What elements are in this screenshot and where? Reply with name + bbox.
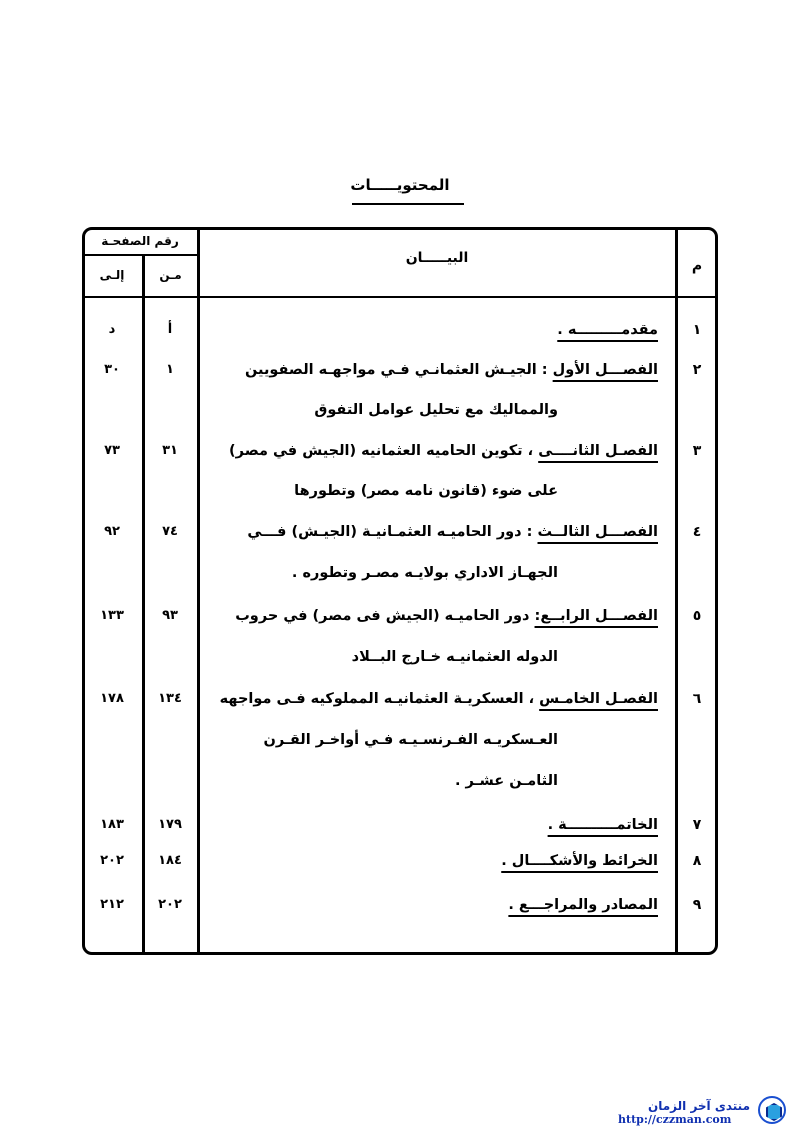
entry-continuation: على ضوء (قانون نامه مصر) وتطورها (294, 483, 558, 499)
page-to: ٢١٢ (100, 897, 124, 912)
page-from: ١٣٤ (158, 691, 182, 706)
page-from: ٧٤ (162, 524, 178, 539)
entry-continuation: والمماليك مع تحليل عوامل التفوق (314, 402, 558, 418)
header-to: إلـى (99, 268, 125, 282)
header-divider (82, 254, 198, 256)
page-from: ١٧٩ (158, 817, 182, 832)
entry-title (508, 897, 658, 913)
entry-label: الفصـل الخامـس (539, 691, 658, 707)
entry-text: ، العسكريـة العثمانيـه المملوكيه فـى مواجهه (219, 691, 540, 707)
entry-text: ، تكوين الحاميه العثمانيه (الجيش في مصر) (229, 443, 539, 459)
entry-title (229, 443, 658, 459)
entry-title (235, 608, 658, 624)
page-from: ١٨٤ (158, 853, 182, 868)
page-from: ٣١ (162, 443, 178, 458)
page-to: ١٨٣ (100, 817, 124, 832)
page-to: ٧٣ (104, 443, 120, 458)
header-page-number: رقم الصفحـة (101, 234, 179, 248)
entry-title (548, 817, 658, 833)
watermark-name: منتدى آخر الزمان (648, 1099, 750, 1113)
row-number: ٥ (692, 608, 702, 624)
page-from: ٢٠٢ (158, 897, 182, 912)
page-from: أ (167, 322, 173, 337)
entry-title (501, 853, 658, 869)
entry-label: الفصـــل الرابــع: (534, 608, 658, 624)
row-number: ٧ (692, 817, 702, 833)
entry-label: المصادر والمراجـــع . (508, 897, 658, 913)
row-number: ٤ (692, 524, 702, 540)
header-description: البيـــــان (405, 250, 469, 266)
page-title: المحتويـــــات (350, 176, 450, 194)
page-to: ١٧٨ (100, 691, 124, 706)
hexagon-shield-icon (758, 1096, 786, 1124)
page-from: ١ (166, 362, 174, 377)
entry-label: الفصـــل الأول (552, 362, 658, 378)
header-bottom-line (82, 296, 716, 298)
page-to: ٢٠٢ (100, 853, 124, 868)
page-to: د (108, 322, 116, 337)
title-underline (352, 203, 464, 205)
page-from: ٩٣ (162, 608, 178, 623)
entry-continuation: الثامـن عشـر . (454, 773, 558, 789)
watermark-url: http://czzman.com (618, 1113, 732, 1126)
page-to: ١٣٣ (100, 608, 124, 623)
row-number: ٢ (692, 362, 702, 378)
row-number: ٣ (692, 443, 702, 459)
entry-continuation: الجهـاز الاداري بولايـه مصـر وتطوره . (291, 565, 558, 581)
entry-label: الخرائط والأشكــــال . (501, 853, 658, 869)
entry-label: الفصـــل الثالــث (537, 524, 658, 540)
entry-text: : دور الحاميـه العثمـانيـة (الجيـش) فـــي (247, 524, 538, 540)
row-number: ٩ (692, 897, 702, 913)
entry-text: : الجيـش العثمانـي فـي مواجهـه الصفويين (244, 362, 553, 378)
row-number: ٨ (692, 853, 702, 869)
entry-title (247, 524, 658, 540)
page-to: ٣٠ (104, 362, 120, 377)
entry-title (245, 362, 658, 378)
entry-continuation: العـسكريـه الفـرنسـيـه فـي أواخـر القـرن (263, 732, 558, 748)
entry-label: مقدمـــــــــه . (557, 322, 658, 338)
entry-title (220, 691, 658, 707)
entry-label: الفصـل الثانــــى (538, 443, 658, 459)
column-divider (142, 255, 145, 953)
entry-continuation: الدوله العثمانيـه خـارج البــلاد (351, 649, 558, 665)
entry-text: دور الحاميـه (الجيش فى مصر) في حروب (235, 608, 535, 624)
row-number: ٦ (692, 691, 702, 707)
header-number: م (691, 258, 703, 274)
header-from: مـن (159, 268, 182, 282)
row-number: ١ (692, 322, 702, 338)
entry-title (557, 322, 658, 338)
page-to: ٩٢ (104, 524, 120, 539)
entry-label: الخاتمــــــــــة . (547, 817, 658, 833)
